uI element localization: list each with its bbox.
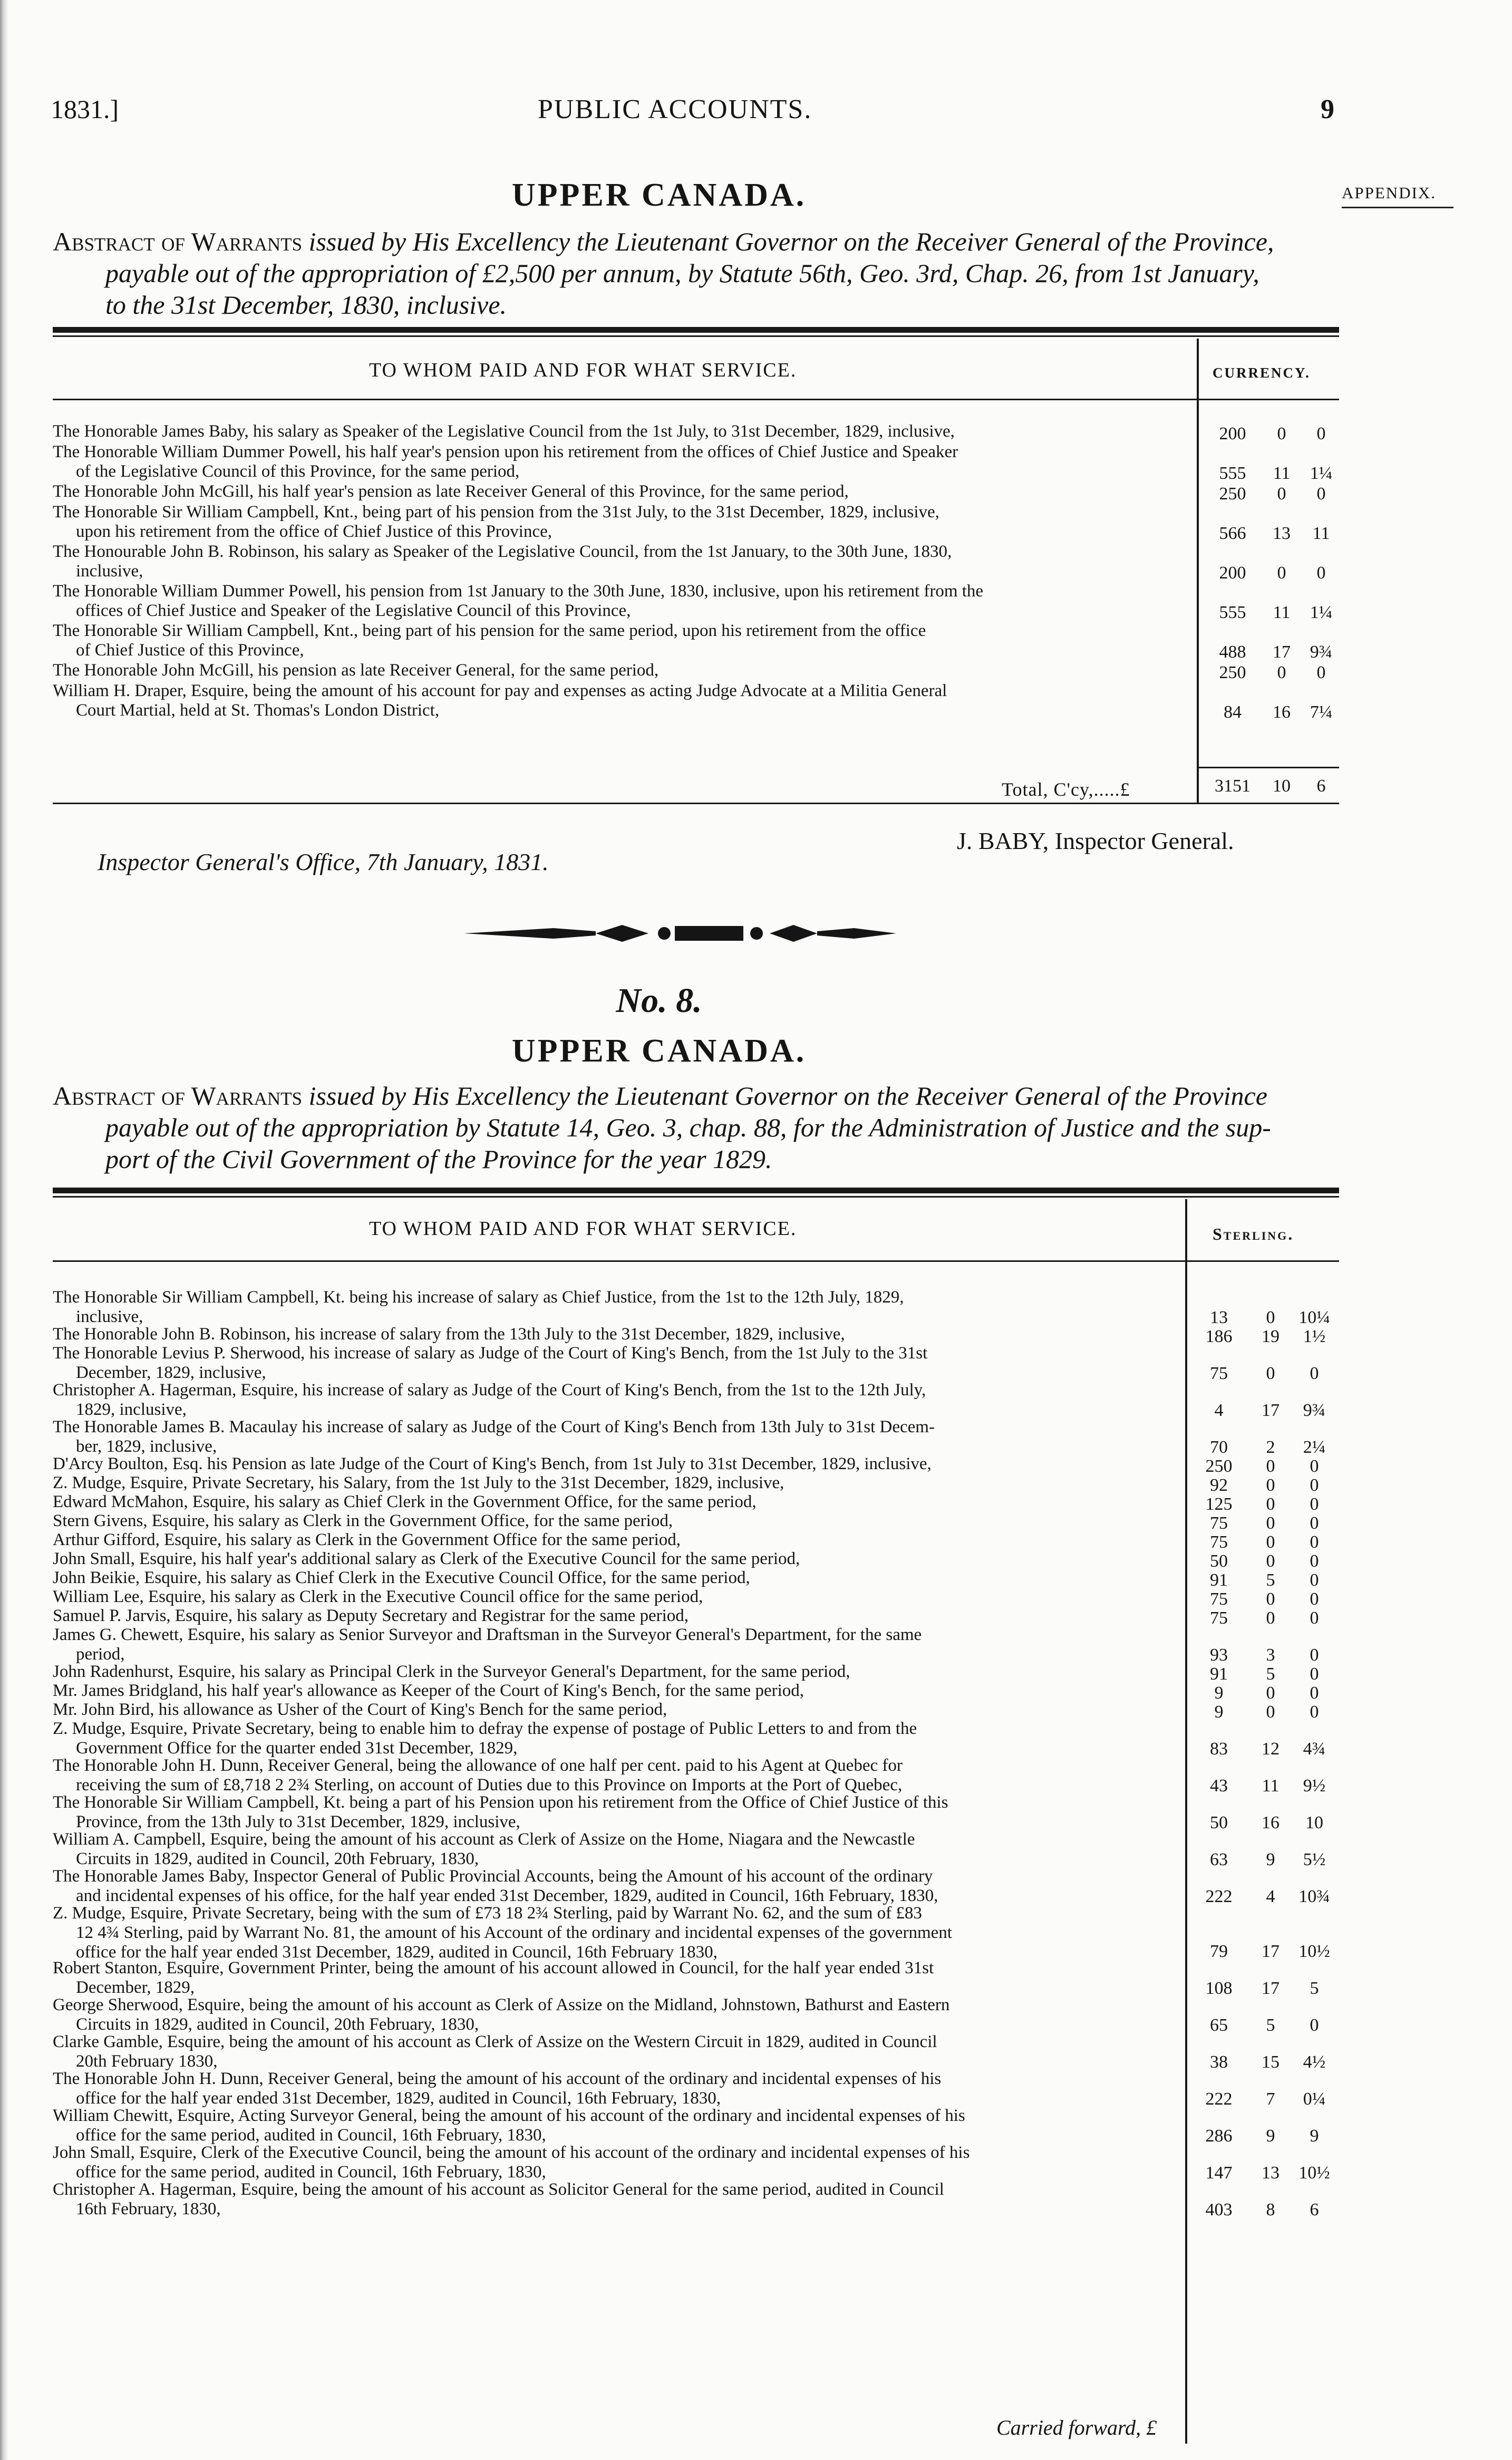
row-text-line2: Court Martial, held at St. Thomas's London District, <box>76 701 440 720</box>
row-text-line2: and incidental expenses of his office, for the half year ended 31st December, 1829, audited in Council, 16th February, 1830, <box>76 1886 938 1905</box>
row-pence: 4½ <box>1303 2052 1326 2072</box>
row-pence: 0 <box>1310 1475 1319 1495</box>
row-text-line2: Province, from the 13th July to 31st December, 1829, inclusive, <box>76 1812 520 1831</box>
row-description <box>53 1606 1186 1626</box>
row-shillings: 0 <box>1266 1456 1275 1476</box>
row-pounds: 222 <box>1205 1887 1233 1906</box>
section2-abstract <box>53 1080 1339 1175</box>
row-pence: 5 <box>1310 1979 1319 1998</box>
appendix-underline <box>1342 207 1453 208</box>
row-pounds: 403 <box>1205 2200 1233 2220</box>
row-text-line1: The Honorable Levius P. Sherwood, his increase of salary as Judge of the Court of King's Bench, from the 1st July to the 31st <box>53 1344 928 1363</box>
inspector-signature: J. BABY, Inspector General. <box>957 827 1234 854</box>
section1-top-rule <box>53 327 1339 333</box>
row-pounds: 9 <box>1214 1683 1224 1703</box>
row-pounds: 63 <box>1210 1850 1228 1869</box>
row-shillings: 13 <box>1273 524 1291 543</box>
row-shillings: 0 <box>1266 1702 1275 1722</box>
row-pence: 0 <box>1310 1494 1319 1514</box>
row-text-line1: The Honorable Sir William Campbell, Kt. being his increase of salary as Chief Justice, from the 1st to the 12th July, 1829, <box>53 1288 904 1307</box>
row-description <box>53 503 1186 542</box>
section2-abstract-line2: payable out of the appropriation by Statute 14, Geo. 3, chap. 88, for the Administration of Justice and the sup- <box>105 1113 1271 1142</box>
row-text-line1: William Lee, Esquire, his salary as Clerk in the Executive Council office for the same period, <box>53 1587 703 1606</box>
row-pounds: 75 <box>1210 1532 1228 1552</box>
row-shillings: 9 <box>1266 2126 1275 2146</box>
row-pounds: 222 <box>1205 2089 1233 2109</box>
row-pounds: 555 <box>1219 464 1246 483</box>
row-description <box>53 1454 1186 1474</box>
row-pounds: 91 <box>1210 1570 1228 1590</box>
row-shillings: 0 <box>1266 1494 1275 1514</box>
row-shillings: 17 <box>1262 1401 1280 1420</box>
row-shillings: 0 <box>1266 1475 1275 1495</box>
row-text-line1: The Honorable William Dummer Powell, his half year's pension upon his retirement from the offices of Chief Justice and Speaker <box>53 442 958 461</box>
section2-number: No. 8. <box>616 981 702 1020</box>
row-text-line1: Mr. John Bird, his allowance as Usher of the Court of King's Bench for the same period, <box>53 1700 667 1719</box>
ornamental-divider <box>464 918 896 949</box>
row-text-line1: Z. Mudge, Esquire, Private Secretary, being with the sum of £73 18 2¾ Sterling, paid by Warrant No. 62, and the sum of £83 <box>53 1904 922 1923</box>
row-description <box>53 1549 1186 1569</box>
row-text-line2: office for the same period, audited in Council, 16th February, 1830, <box>76 2126 546 2145</box>
row-text-line1: D'Arcy Boulton, Esq. his Pension as late Judge of the Court of King's Bench, from 1st July to 31st December, 1829, inclusive, <box>53 1454 932 1473</box>
row-shillings: 5 <box>1266 1664 1275 1684</box>
row-pounds: 4 <box>1214 1401 1224 1420</box>
row-shillings: 0 <box>1266 1513 1275 1533</box>
row-text-line2: 12 4¾ Sterling, paid by Warrant No. 81, the amount of his Account of the ordinary and incidental expenses of the government <box>76 1923 952 1942</box>
row-pence: 2¼ <box>1303 1438 1326 1457</box>
row-description <box>53 621 1186 660</box>
row-text-line2: inclusive, <box>76 1307 143 1326</box>
row-shillings: 0 <box>1277 563 1286 583</box>
row-pence: 0 <box>1310 1589 1319 1609</box>
row-text-line1: The Honorable Sir William Campbell, Knt., being part of his pension from the 31st July, to the 31st December, 1829, inclusive, <box>53 503 939 522</box>
row-text-line2: ber, 1829, inclusive, <box>76 1437 217 1456</box>
section1-abstract-line3: to the 31st December, 1830, inclusive. <box>105 290 507 320</box>
row-description <box>53 2032 1186 2071</box>
row-pence: 0 <box>1310 1608 1319 1628</box>
row-description <box>53 1719 1186 1758</box>
row-pence: 10½ <box>1298 1942 1330 1961</box>
row-text-line1: Edward McMahon, Esquire, his salary as Chief Clerk in the Government Office, for the same period, <box>53 1492 757 1511</box>
section1-bottom-rule <box>53 803 1339 804</box>
appendix-label: APPENDIX. <box>1342 184 1437 202</box>
row-shillings: 0 <box>1266 1551 1275 1571</box>
row-text-line1: The Honorable John H. Dunn, Receiver General, being the amount of his account of the ordinary and incidental expenses of his <box>53 2069 942 2088</box>
row-text-line2: December, 1829, inclusive, <box>76 1363 266 1382</box>
section2-top-rule-thin <box>53 1196 1339 1198</box>
page-number: 9 <box>1321 94 1334 124</box>
row-shillings: 15 <box>1262 2052 1280 2072</box>
row-shillings: 16 <box>1262 1813 1280 1832</box>
row-pence: 0 <box>1310 1551 1319 1571</box>
row-description <box>53 1700 1186 1720</box>
row-text-line1: The Honorable James Baby, Inspector General of Public Provincial Accounts, being the Amount of his account of the ordinary <box>53 1867 933 1886</box>
row-description <box>53 1417 1186 1456</box>
row-pence: 0 <box>1310 2015 1319 2035</box>
row-pounds: 83 <box>1210 1739 1228 1759</box>
row-pence: 10½ <box>1298 2163 1330 2183</box>
row-pounds: 70 <box>1210 1438 1228 1457</box>
row-text-line3: office for the half year ended 31st December, 1829, audited in Council, 16th February 1830, <box>76 1943 718 1962</box>
row-text-line1: Z. Mudge, Esquire, Private Secretary, being to enable him to defray the expense of postage of Public Letters to and from the <box>53 1719 917 1738</box>
row-text-line2: 16th February, 1830, <box>76 2199 221 2218</box>
row-shillings: 4 <box>1266 1887 1275 1906</box>
row-pence: 7¼ <box>1310 702 1333 722</box>
row-text-line1: The Honorable John McGill, his pension as late Receiver General, for the same period, <box>53 661 659 680</box>
section1-total-pounds: 3151 <box>1215 776 1251 796</box>
row-pence: 0 <box>1310 1645 1319 1665</box>
row-description <box>53 542 1186 581</box>
row-text-line1: Christopher A. Hagerman, Esquire, his increase of salary as Judge of the Court of King's Bench, from the 1st to the 12th July, <box>53 1381 926 1400</box>
section1-header-rule <box>53 399 1339 400</box>
row-description <box>53 1959 1186 1998</box>
row-text-line1: The Honorable John H. Dunn, Receiver General, being the allowance of one half per cent. paid to his Agent at Quebec for <box>53 1756 903 1775</box>
row-pence: 0 <box>1316 484 1326 504</box>
section1-total-shillings: 10 <box>1273 776 1291 796</box>
row-shillings: 0 <box>1277 663 1286 682</box>
row-pounds: 250 <box>1219 484 1246 504</box>
row-text-line1: William Chewitt, Esquire, Acting Surveyor General, being the amount of his account of the ordinary and incidental expenses of his <box>53 2106 965 2125</box>
row-shillings: 7 <box>1266 2089 1275 2109</box>
row-text-line1: The Honourable John B. Robinson, his salary as Speaker of the Legislative Council, from the 1st January, to the 30th June, 1830, <box>53 542 952 561</box>
row-description <box>53 442 1186 481</box>
section2-heading: UPPER CANADA. <box>511 1033 807 1069</box>
row-shillings: 0 <box>1277 424 1286 443</box>
row-pounds: 91 <box>1210 1664 1228 1684</box>
row-pence: 4¾ <box>1303 1739 1326 1759</box>
row-pence: 0¼ <box>1303 2089 1326 2109</box>
row-shillings: 17 <box>1262 1942 1280 1961</box>
row-description <box>53 1867 1186 1906</box>
row-shillings: 0 <box>1266 1364 1275 1383</box>
row-shillings: 0 <box>1266 1308 1275 1327</box>
row-pence: 10¼ <box>1298 1308 1330 1327</box>
row-text-line2: of Chief Justice of this Province, <box>76 641 304 660</box>
row-pence: 1¼ <box>1310 603 1333 622</box>
section1-column-header: TO WHOM PAID AND FOR WHAT SERVICE. <box>369 359 797 381</box>
row-pence: 0 <box>1310 1532 1319 1552</box>
row-pence: 10 <box>1305 1813 1323 1832</box>
section1-column-divider <box>1197 339 1199 803</box>
row-text-line2: office for the half year ended 31st December, 1829, audited in Council, 16th February, 1830, <box>76 2089 721 2108</box>
row-text-line1: The Honorable John B. Robinson, his increase of salary from the 13th July to the 31st December, 1829, inclusive, <box>53 1325 845 1344</box>
row-text-line2: Circuits in 1829, audited in Council, 20th February, 1830, <box>76 2015 479 2034</box>
row-text-line1: James G. Chewett, Esquire, his salary as Senior Surveyor and Draftsman in the Surveyor General's Department, for the same <box>53 1625 922 1644</box>
row-pence: 0 <box>1316 424 1326 443</box>
row-pounds: 147 <box>1205 2163 1233 2183</box>
section2-sterling-header: Sterling. <box>1213 1224 1294 1243</box>
row-description <box>53 582 1186 621</box>
row-text-line1: Christopher A. Hagerman, Esquire, being the amount of his account as Solicitor General for the same period, audited in Council <box>53 2180 944 2199</box>
row-shillings: 9 <box>1266 1850 1275 1869</box>
row-text-line1: The Honorable James B. Macaulay his increase of salary as Judge of the Court of King's Bench from 13th July to 31st Decem- <box>53 1417 935 1436</box>
section1-heading: UPPER CANADA. <box>511 177 807 213</box>
header-year: 1831.] <box>51 94 119 124</box>
row-pence: 10¾ <box>1298 1887 1330 1906</box>
row-pence: 0 <box>1316 663 1326 682</box>
row-text-line1: Robert Stanton, Esquire, Government Printer, being the amount of his account allowed in Council, for the half year ended 31st <box>53 1959 934 1977</box>
row-shillings: 3 <box>1266 1645 1275 1665</box>
row-pounds: 75 <box>1210 1513 1228 1533</box>
row-description <box>53 1381 1186 1420</box>
row-pence: 9 <box>1310 2126 1319 2146</box>
row-text-line2: office for the same period, audited in Council, 16th February, 1830, <box>76 2163 546 2182</box>
row-text-line1: The Honorable James Baby, his salary as Speaker of the Legislative Council from the 1st July, to 31st December, 1829, inclusive, <box>53 422 955 441</box>
row-pence: 0 <box>1316 563 1326 583</box>
page-title: PUBLIC ACCOUNTS. <box>538 94 812 124</box>
row-description <box>53 2180 1186 2219</box>
row-pence: 0 <box>1310 1513 1319 1533</box>
row-shillings: 17 <box>1262 1979 1280 1998</box>
row-description <box>53 1288 1186 1327</box>
row-pounds: 38 <box>1210 2052 1228 2072</box>
row-pence: 0 <box>1310 1456 1319 1476</box>
section2-column-header: TO WHOM PAID AND FOR WHAT SERVICE. <box>369 1218 797 1240</box>
section2-abstract-lead: Abstract of Warrants <box>53 1081 303 1111</box>
row-description <box>53 1325 1186 1344</box>
section2-abstract-line3: port of the Civil Government of the Province for the year 1829. <box>105 1144 772 1174</box>
row-shillings: 11 <box>1273 603 1291 622</box>
row-pounds: 250 <box>1219 663 1246 682</box>
section2-header-rule <box>53 1260 1339 1262</box>
row-pounds: 186 <box>1205 1327 1233 1346</box>
row-text-line1: Z. Mudge, Esquire, Private Secretary, his Salary, from the 1st July to the 31st December, 1829, inclusive, <box>53 1473 784 1492</box>
row-text-line2: inclusive, <box>76 562 143 581</box>
row-description <box>53 1681 1186 1701</box>
row-shillings: 2 <box>1266 1438 1275 1457</box>
row-description <box>53 2069 1186 2108</box>
row-pounds: 92 <box>1210 1475 1228 1495</box>
row-text-line1: William A. Campbell, Esquire, being the amount of his account as Clerk of Assize on the Home, Niagara and the Newcastle <box>53 1830 915 1849</box>
row-pounds: 93 <box>1210 1645 1228 1665</box>
row-text-line1: Arthur Gifford, Esquire, his salary as Clerk in the Government Office for the same period, <box>53 1530 681 1549</box>
row-text-line1: The Honorable William Dummer Powell, his pension from 1st January to the 30th June, 1830, inclusive, upon his retirement from the <box>53 582 984 601</box>
row-shillings: 5 <box>1266 1570 1275 1590</box>
row-text-line1: Clarke Gamble, Esquire, being the amount of his account as Clerk of Assize on the Western Circuit in 1829, audited in Council <box>53 2032 937 2051</box>
book-spine-edge <box>0 0 8 2460</box>
row-text-line1: Stern Givens, Esquire, his salary as Clerk in the Government Office, for the same period, <box>53 1511 673 1530</box>
row-text-line1: John Small, Esquire, his half year's additional salary as Clerk of the Executive Council for the same period, <box>53 1549 800 1568</box>
row-shillings: 12 <box>1262 1739 1280 1759</box>
row-shillings: 0 <box>1266 1589 1275 1609</box>
row-shillings: 16 <box>1273 702 1291 722</box>
row-description <box>53 1830 1186 1869</box>
row-pounds: 13 <box>1210 1308 1228 1327</box>
row-text-line2: receiving the sum of £8,718 2 2¾ Sterling, on account of Duties due to this Province on Imports at the Port of Quebec, <box>76 1776 903 1795</box>
row-text-line2: offices of Chief Justice and Speaker of the Legislative Council of this Province, <box>76 601 631 620</box>
section1-abstract-line2: payable out of the appropriation of £2,500 per annum, by Statute 56th, Geo. 3rd, Chap. 26, from 1st January, <box>105 258 1259 288</box>
row-pence: 6 <box>1310 2200 1319 2220</box>
row-description <box>53 1473 1186 1493</box>
row-text-line1: William H. Draper, Esquire, being the amount of his account for pay and expenses as acting Judge Advocate at a Militia General <box>53 681 947 700</box>
section1-total-label: Total, C'cy,.....£ <box>1002 779 1130 800</box>
row-description <box>53 2106 1186 2145</box>
row-pence: 9¾ <box>1303 1401 1326 1420</box>
row-text-line1: John Beikie, Esquire, his salary as Chief Clerk in the Executive Council Office, for the same period, <box>53 1568 750 1587</box>
row-description <box>53 482 1186 501</box>
row-shillings: 0 <box>1266 1608 1275 1628</box>
row-pounds: 43 <box>1210 1776 1228 1796</box>
row-description <box>53 422 1186 441</box>
section2-top-rule <box>53 1188 1339 1193</box>
row-pounds: 75 <box>1210 1589 1228 1609</box>
row-text-line1: The Honorable Sir William Campbell, Knt., being part of his pension for the same period, upon his retirement from the office <box>53 621 926 640</box>
section1-total-pence: 6 <box>1316 776 1326 796</box>
row-description <box>53 1904 1186 1962</box>
row-pence: 0 <box>1310 1364 1319 1383</box>
row-pounds: 286 <box>1205 2126 1233 2146</box>
section1-total-rule <box>1197 767 1339 768</box>
row-text-line2: period, <box>76 1645 125 1664</box>
row-text-line1: John Radenhurst, Esquire, his salary as Principal Clerk in the Surveyor General's Department, for the same period, <box>53 1662 850 1681</box>
row-pounds: 50 <box>1210 1813 1228 1832</box>
section1-top-rule-thin <box>53 335 1339 337</box>
office-dateline: Inspector General's Office, 7th January, 1831. <box>98 848 549 875</box>
row-pence: 1½ <box>1303 1327 1326 1346</box>
row-description <box>53 1625 1186 1664</box>
row-pounds: 50 <box>1210 1551 1228 1571</box>
row-shillings: 0 <box>1277 484 1286 504</box>
row-pence: 9¾ <box>1310 642 1333 662</box>
row-pounds: 108 <box>1205 1979 1233 1998</box>
row-description <box>53 2143 1186 2182</box>
row-text-line1: Samuel P. Jarvis, Esquire, his salary as Deputy Secretary and Registrar for the same period, <box>53 1606 689 1625</box>
row-shillings: 0 <box>1266 1683 1275 1703</box>
section2-abstract-line1: issued by His Excellency the Lieutenant Governor on the Receiver General of the Province <box>302 1081 1267 1111</box>
row-pounds: 200 <box>1219 424 1246 443</box>
row-pounds: 79 <box>1210 1942 1228 1961</box>
row-pence: 0 <box>1310 1683 1319 1703</box>
row-pounds: 65 <box>1210 2015 1228 2035</box>
section1-abstract <box>53 226 1339 321</box>
section1-currency-header: CURRENCY. <box>1213 365 1311 381</box>
row-description <box>53 1344 1186 1383</box>
row-text-line2: of the Legislative Council of this Province, for the same period, <box>76 462 520 481</box>
row-text-line2: Government Office for the quarter ended 31st December, 1829, <box>76 1739 518 1758</box>
row-text-line1: John Small, Esquire, Clerk of the Executive Council, being the amount of his account of the ordinary and incidental expenses of his <box>53 2143 970 2162</box>
row-shillings: 13 <box>1262 2163 1280 2183</box>
row-text-line2: Circuits in 1829, audited in Council, 20th February, 1830, <box>76 1849 479 1868</box>
row-pounds: 250 <box>1205 1456 1233 1476</box>
row-pounds: 488 <box>1219 642 1246 662</box>
row-pence: 9½ <box>1303 1776 1326 1796</box>
row-pounds: 555 <box>1219 603 1246 622</box>
row-pounds: 84 <box>1224 702 1242 722</box>
row-text-line1: George Sherwood, Esquire, being the amount of his account as Clerk of Assize on the Midland, Johnstown, Bathurst and Eastern <box>53 1995 950 2014</box>
row-pounds: 200 <box>1219 563 1246 583</box>
row-pence: 0 <box>1310 1664 1319 1684</box>
row-description <box>53 1492 1186 1512</box>
row-text-line2: December, 1829, <box>76 1978 195 1997</box>
carried-forward-label: Carried forward, £ <box>996 2416 1157 2439</box>
row-text-line2: 20th February 1830, <box>76 2052 218 2071</box>
row-description <box>53 1756 1186 1795</box>
row-pounds: 75 <box>1210 1364 1228 1383</box>
row-description <box>53 1662 1186 1682</box>
row-description <box>53 1530 1186 1550</box>
row-shillings: 11 <box>1262 1776 1280 1796</box>
row-description <box>53 1568 1186 1588</box>
section1-abstract-line1: issued by His Excellency the Lieutenant Governor on the Receiver General of the Province, <box>302 227 1274 256</box>
row-shillings: 0 <box>1266 1532 1275 1552</box>
row-description <box>53 1511 1186 1531</box>
row-text-line2: 1829, inclusive, <box>76 1400 187 1419</box>
row-pence: 11 <box>1312 524 1330 543</box>
row-shillings: 19 <box>1262 1327 1280 1346</box>
row-pence: 5½ <box>1303 1850 1326 1869</box>
row-description <box>53 661 1186 680</box>
row-description <box>53 1793 1186 1832</box>
row-text-line1: Mr. James Bridgland, his half year's allowance as Keeper of the Court of King's Bench, for the same period, <box>53 1681 804 1700</box>
row-pounds: 9 <box>1214 1702 1224 1722</box>
row-pence: 0 <box>1310 1570 1319 1590</box>
row-pence: 1¼ <box>1310 464 1333 483</box>
row-shillings: 8 <box>1266 2200 1275 2220</box>
row-shillings: 17 <box>1273 642 1291 662</box>
row-text-line1: The Honorable Sir William Campbell, Kt. being a part of his Pension upon his retirement from the Office of Chief Justice of this <box>53 1793 948 1812</box>
row-description <box>53 681 1186 720</box>
section1-abstract-lead: Abstract of Warrants <box>53 227 303 256</box>
row-description <box>53 1995 1186 2034</box>
row-pounds: 125 <box>1205 1494 1233 1514</box>
row-pounds: 75 <box>1210 1608 1228 1628</box>
row-shillings: 5 <box>1266 2015 1275 2035</box>
row-text-line2: upon his retirement from the office of Chief Justice of this Province, <box>76 522 553 541</box>
row-text-line1: The Honorable John McGill, his half year's pension as late Receiver General of this Province, for the same period, <box>53 482 849 501</box>
row-shillings: 11 <box>1273 464 1291 483</box>
row-pounds: 566 <box>1219 524 1246 543</box>
row-description <box>53 1587 1186 1607</box>
row-pence: 0 <box>1310 1702 1319 1722</box>
